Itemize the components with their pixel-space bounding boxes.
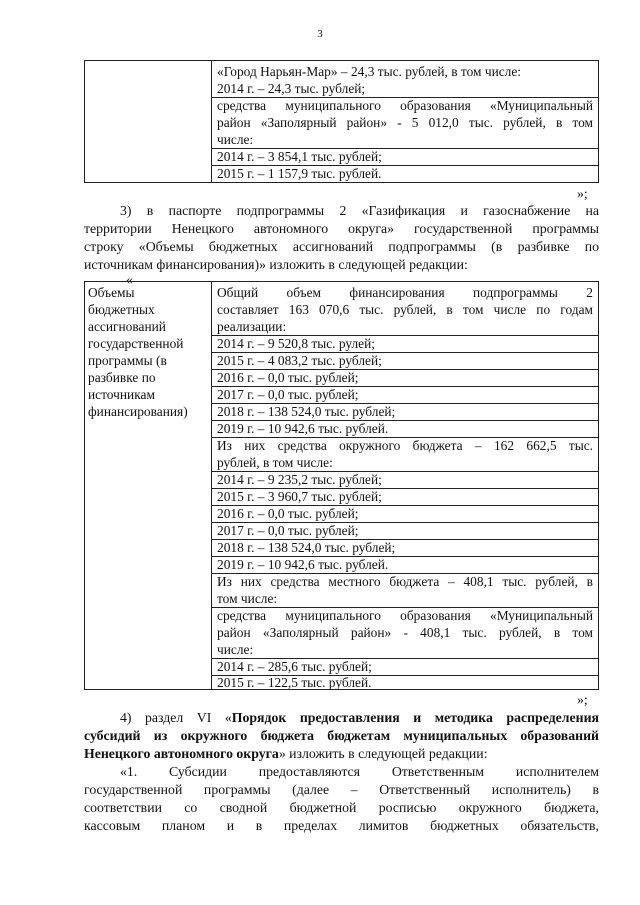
table-line: район «Заполярный район» - 408,1 тыс. рублей, в том bbox=[217, 625, 593, 640]
paragraph-3-line: источникам финансирования)» изложить в следующей редакции: bbox=[84, 257, 468, 272]
closing-quote: »; bbox=[577, 186, 588, 201]
paragraph-5-line: «1. Субсидии предоставляются Ответственным исполнителем bbox=[120, 764, 599, 779]
left-cell-line: ассигнований bbox=[88, 319, 166, 334]
table-left-cell bbox=[85, 282, 212, 689]
budget-table-continuation bbox=[84, 60, 599, 183]
table-line: средства муниципального образования «Муниципальный bbox=[217, 98, 593, 113]
left-cell-line: Объемы bbox=[88, 285, 135, 300]
table-right-cell bbox=[212, 282, 598, 689]
table-line: 2014 г. – 9 520,8 тыс. рулей; bbox=[217, 336, 375, 351]
page-number: 3 bbox=[317, 28, 323, 40]
table-line: 2015 г. – 3 960,7 тыс. рублей; bbox=[217, 489, 382, 504]
paragraph-4-line-1 bbox=[120, 710, 599, 726]
paragraph-3-line: территории Ненецкого автономного округа» государственной программы bbox=[84, 221, 599, 236]
table-line: реализации: bbox=[217, 319, 287, 334]
table-line: средства муниципального образования «Муниципальный bbox=[217, 608, 593, 623]
paragraph-5-line: государственной программы (далее – Ответственный исполнитель) в bbox=[84, 782, 599, 797]
table-line: Общий объем финансирования подпрограммы 2 bbox=[217, 285, 593, 300]
table-line: 2015 г. – 1 157,9 тыс. рублей. bbox=[217, 166, 382, 181]
left-cell-line: источникам bbox=[88, 387, 155, 402]
paragraph-5-line: кассовым планом и в пределах лимитов бюджетных обязательств, bbox=[84, 818, 599, 833]
table-line: 2017 г. – 0,0 тыс. рублей; bbox=[217, 523, 359, 538]
left-cell-line: государственной bbox=[88, 336, 184, 351]
left-cell-line: программы (в bbox=[88, 353, 167, 368]
table-line: 2019 г. – 10 942,6 тыс. рублей. bbox=[217, 421, 389, 436]
budget-allocation-table bbox=[84, 281, 599, 690]
table-left-cell-empty bbox=[85, 61, 212, 182]
table-line: числе: bbox=[217, 132, 254, 147]
section-title-part: Ненецкого автономного округа bbox=[84, 746, 279, 761]
closing-quote: »; bbox=[577, 692, 588, 707]
table-line: составляет 163 070,6 тыс. рублей, в том числе по годам bbox=[217, 302, 593, 317]
left-cell-line: разбивке по bbox=[88, 370, 156, 385]
paragraph-4-line-3 bbox=[84, 746, 488, 762]
table-line: 2018 г. – 138 524,0 тыс. рублей; bbox=[217, 540, 396, 555]
table-line: «Город Нарьян-Мар» – 24,3 тыс. рублей, в том числе: bbox=[217, 64, 522, 79]
table-line: 2018 г. – 138 524,0 тыс. рублей; bbox=[217, 404, 396, 419]
paragraph-4-prefix: 4) раздел VI « bbox=[120, 710, 232, 725]
paragraph-3-line: 3) в паспорте подпрограммы 2 «Газификация и газоснабжение на bbox=[120, 203, 599, 218]
table-line: Из них средства местного бюджета – 408,1 тыс. рублей, в bbox=[217, 574, 593, 589]
table-line: числе: bbox=[217, 642, 254, 657]
table-line: 2017 г. – 0,0 тыс. рублей; bbox=[217, 387, 359, 402]
table-line: рублей, в том числе: bbox=[217, 455, 333, 470]
table-line: район «Заполярный район» - 5 012,0 тыс. рублей, в том bbox=[217, 115, 593, 130]
table-line: 2016 г. – 0,0 тыс. рублей; bbox=[217, 506, 359, 521]
table-line: 2015 г. – 4 083,2 тыс. рублей; bbox=[217, 353, 382, 368]
table-line: 2014 г. – 24,3 тыс. рублей; bbox=[217, 81, 366, 96]
table-line: 2019 г. – 10 942,6 тыс. рублей. bbox=[217, 557, 389, 572]
table-line: 2014 г. – 9 235,2 тыс. рублей; bbox=[217, 472, 382, 487]
table-line: 2015 г. – 122,5 тыс. рублей. bbox=[217, 675, 372, 690]
table-right-cell bbox=[212, 61, 598, 182]
section-title-part: Порядок предоставления и методика распределения bbox=[231, 710, 599, 725]
opening-quote: « bbox=[126, 272, 133, 287]
table-line: 2014 г. – 285,6 тыс. рублей; bbox=[217, 659, 372, 674]
paragraph-3-line: строку «Объемы бюджетных ассигнований подпрограммы (в разбивке по bbox=[84, 239, 599, 254]
table-line: 2014 г. – 3 854,1 тыс. рублей; bbox=[217, 149, 382, 164]
left-cell-line: финансирования) bbox=[88, 404, 188, 419]
left-cell-line: бюджетных bbox=[88, 302, 155, 317]
table-line: том числе: bbox=[217, 591, 278, 606]
paragraph-4-line-2: субсидий из окружного бюджета бюджетам муниципальных образований bbox=[84, 728, 599, 743]
table-line: 2016 г. – 0,0 тыс. рублей; bbox=[217, 370, 359, 385]
table-line: Из них средства окружного бюджета – 162 662,5 тыс. bbox=[217, 438, 593, 453]
paragraph-5-line: соответствии со сводной бюджетной росписью окружного бюджета, bbox=[84, 800, 599, 815]
paragraph-4-rest: » изложить в следующей редакции: bbox=[278, 746, 488, 761]
